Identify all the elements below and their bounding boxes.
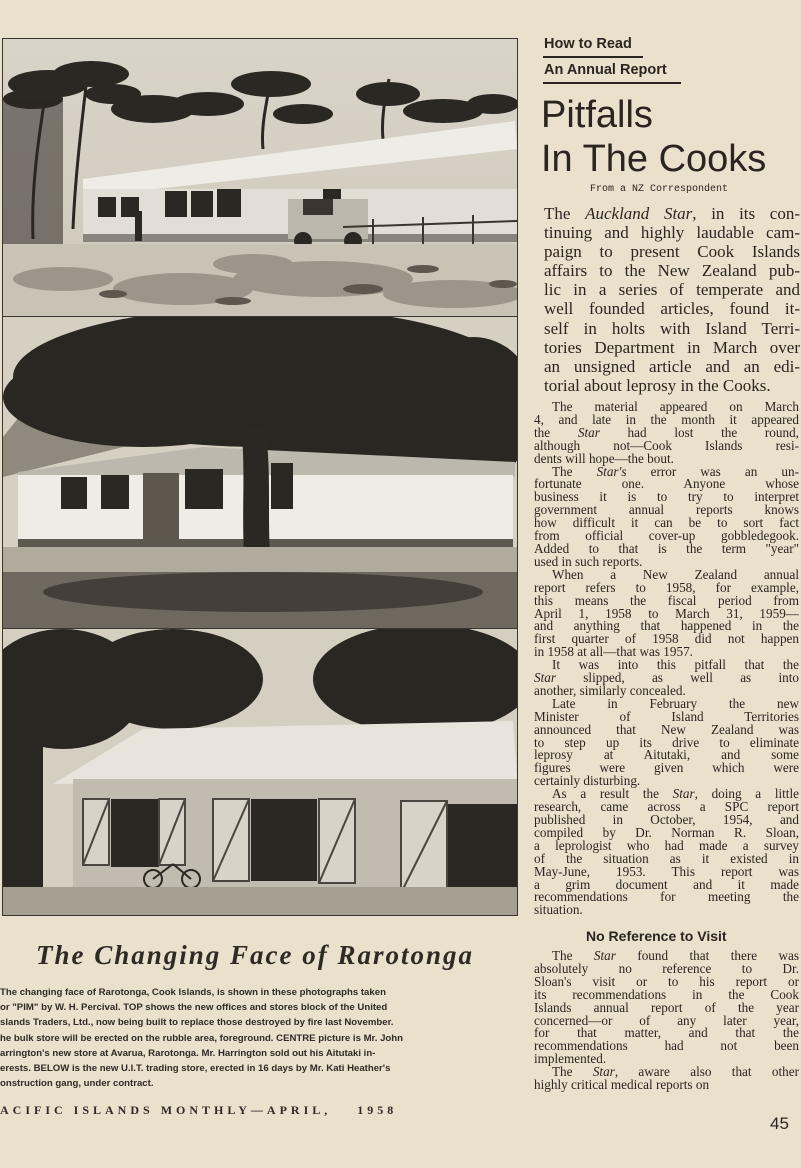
text-line: absolutely no reference to Dr. (534, 960, 799, 976)
text-line: recommendations had not been (534, 1038, 799, 1054)
footer-year: 1958 (357, 1103, 398, 1117)
text-line: paign to present Cook Islands (544, 242, 800, 262)
photo-top (2, 38, 518, 318)
caption-line: erests. BELOW is the new U.I.T. trading store, erected in 16 days by Mr. Kati Heather's (0, 1063, 391, 1075)
text-line: of the situation as it existed in (534, 850, 799, 866)
page-footer (0, 1103, 500, 1118)
kicker-line-1: How to Read (544, 36, 632, 52)
text-line: Added to that is the term "year" (534, 540, 799, 556)
text-line: Islands annual report of the year (534, 999, 799, 1015)
text-line: The material appeared on March (552, 399, 799, 414)
photo-top-image (3, 39, 517, 317)
text-line: concerned—or of any later year, (534, 1012, 799, 1028)
text-line: As a result the Star, doing a little (552, 786, 799, 802)
text-line: in 1958 at all—that was 1957. (534, 644, 693, 660)
headline-line-2: In The Cooks (541, 138, 767, 180)
photo-mid-image (3, 317, 517, 629)
caption-line: arrington's new store at Avarua, Rarotonga. Mr. Harrington sold out his Aitutaki in- (0, 1047, 376, 1059)
text-line: its recommendations in the Cook (534, 986, 799, 1002)
caption-line: onstruction gang, under contract. (0, 1078, 154, 1090)
article-body-continued (534, 950, 799, 1092)
text-line: The Star's error was an un- (552, 463, 799, 479)
text-line: well founded articles, found it- (544, 299, 800, 319)
caption-body (0, 985, 512, 1091)
text-line: fortunate one. Anyone whose (534, 476, 799, 492)
text-line: affairs to the New Zealand pub- (544, 261, 800, 281)
text-line: research, came across a SPC report (534, 799, 799, 815)
text-line: a leprologist who had made a survey (534, 837, 799, 853)
text-line: self in holts with Island Terri- (544, 318, 800, 338)
photo-mid (2, 316, 518, 630)
text-line: Sloan's visit or to his report or (534, 973, 799, 989)
text-line: When a New Zealand annual (552, 566, 799, 582)
text-line: Minister of Island Territories (534, 708, 799, 724)
text-line: tories Department in March over (544, 337, 800, 357)
text-line: dents will hope—the bout. (534, 450, 674, 466)
text-line: used in such reports. (534, 553, 643, 569)
article-body (534, 401, 799, 917)
footer-magazine: ACIFIC ISLANDS MONTHLY—APRIL, (0, 1103, 332, 1117)
text-line: this means the fiscal period from (534, 592, 799, 608)
page-number: 45 (770, 1114, 789, 1133)
text-line: The Auckland Star, in its con- (544, 204, 800, 223)
text-line: a grim document and it made (534, 876, 799, 892)
text-line: first quarter of 1958 did not happen (534, 631, 799, 647)
photo-bot-image (3, 629, 517, 915)
byline: From a NZ Correspondent (590, 184, 729, 195)
text-line: Late in February the new (552, 695, 799, 711)
text-line: how difficult it can be to sort fact (534, 515, 799, 531)
text-line: for that matter, and that the (534, 1025, 799, 1041)
text-line: business it is to try to interpret (534, 489, 799, 505)
article-intro (544, 204, 800, 395)
text-line: certainly disturbing. (534, 773, 641, 789)
photo-bot (2, 628, 518, 916)
text-line: May-June, 1953. This report was (534, 863, 799, 879)
text-line: compiled by Dr. Norman R. Sloan, (534, 824, 799, 840)
text-line: situation. (534, 902, 583, 918)
text-line: It was into this pitfall that the (552, 657, 799, 673)
caption-title: The Changing Face of Rarotonga (36, 940, 475, 970)
headline-line-1: Pitfalls (541, 94, 653, 136)
text-line: The Star, aware also that other (552, 1064, 799, 1080)
text-line: report refers to 1958, for example, (534, 579, 799, 595)
text-line: The Star found that there was (552, 948, 799, 963)
text-line: recommendations for meeting the (534, 889, 799, 905)
text-line: and anything that happened in the (534, 618, 799, 634)
kicker-line-2: An Annual Report (544, 62, 667, 78)
text-line: from official cover-up gobbledegook. (534, 528, 799, 544)
text-line: leprosy at Aitutaki, and some (534, 747, 799, 763)
text-line: Star slipped, as well as into (534, 670, 799, 686)
text-line: an unsigned article and an edi- (544, 356, 800, 376)
kicker-underline-1 (543, 56, 643, 58)
kicker-underline-2 (543, 82, 681, 84)
text-line: figures were given which were (534, 760, 799, 776)
text-line: although not—Cook Islands resi- (534, 437, 799, 453)
caption-line: or "PIM" by W. H. Percival. TOP shows the new offices and stores block of the United (0, 1002, 388, 1014)
text-line: the Star had lost the round, (534, 424, 799, 440)
text-line: government annual reports knows (534, 502, 799, 518)
text-line: another, similarly concealed. (534, 682, 686, 698)
caption-line: The changing face of Rarotonga, Cook Islands, is shown in these photographs taken (0, 987, 386, 998)
text-line: lic in a series of temperate and (544, 280, 800, 300)
text-line: tinuing and highly laudable cam- (544, 223, 800, 243)
text-line: highly critical medical reports on (534, 1077, 710, 1093)
text-line: 4, and late in the month it appeared (534, 411, 799, 427)
text-line: torial about leprosy in the Cooks. (544, 375, 771, 395)
text-line: published in October, 1954, and (534, 812, 799, 827)
text-line: to step up its drive to eliminate (534, 734, 799, 750)
text-line: announced that New Zealand was (534, 721, 799, 737)
caption-line: slands Traders, Ltd., now being built to replace those destroyed by fire last November. (0, 1017, 394, 1029)
caption-line: he bulk store will be erected on the rubble area, foreground. CENTRE picture is Mr. John (0, 1032, 404, 1044)
subheading: No Reference to Visit (586, 928, 727, 944)
text-line: April 1, 1958 to March 31, 1959— (534, 605, 799, 621)
text-line: implemented. (534, 1051, 607, 1067)
